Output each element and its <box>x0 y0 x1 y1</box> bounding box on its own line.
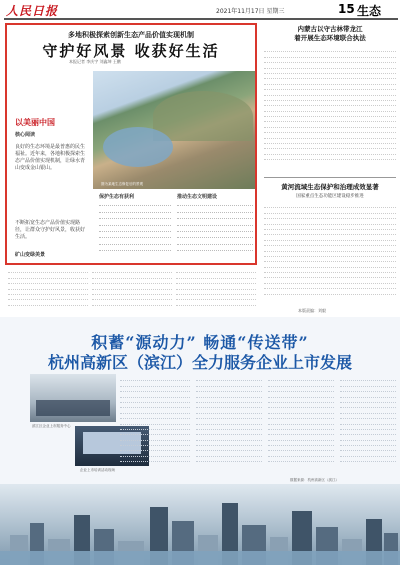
sidebar-lead: 良好的生态环境是最普惠的民生福祉。近年来，各地积极探索生态产品价值实现机制，让绿水青山变成金山银山。 <box>15 144 86 171</box>
section-heading: 推动生态文明建设 <box>177 194 218 200</box>
ad-headline-2[interactable]: 杭州高新区（滨江）全力服务企业上市发展 <box>47 353 352 372</box>
newspaper-logo: 人民日报 <box>6 4 59 18</box>
page-label <box>338 2 398 17</box>
article-subheadline: 国家重点生态功能区建设稳步推进 <box>296 194 364 199</box>
landscape-photo <box>93 71 255 189</box>
issue-date: 2021年11月17日 星期三 <box>216 8 285 15</box>
article-headline[interactable]: 内蒙古以守古林带龙江 着开展生态环境联合执法 <box>294 25 366 42</box>
feature-headline: 守护好风景 收获好生活 <box>42 42 220 60</box>
body-text-column <box>8 268 88 312</box>
sidebar-heading: 以美丽中国 <box>15 118 55 127</box>
page-credit: 本版责编：刘毅 <box>298 308 326 313</box>
body-text-column <box>177 201 253 261</box>
photo-caption: 图为某地生态修复后的景观 <box>101 182 143 186</box>
masthead <box>0 0 400 20</box>
feature-sidebar <box>15 117 89 172</box>
river <box>0 551 400 565</box>
body-text-column <box>92 268 172 312</box>
ad-text-column <box>340 376 396 476</box>
city-skyline-photo <box>0 484 400 565</box>
body-text-column <box>99 201 171 261</box>
section-heading: 矿山变绿美景 <box>15 252 46 258</box>
sidebar-lead-2: 不断拓宽生态产品价值实现路径，让群众守护好风景，收获好生活。 <box>15 220 86 240</box>
photo-caption: 企业上市培训活动现场 <box>80 468 115 472</box>
ad-text-column <box>268 376 334 476</box>
photo-caption: 滨江区企业上市服务中心 <box>32 424 71 428</box>
article-body <box>264 203 396 307</box>
ad-headline[interactable]: 积蓄“源动力” 畅通“传送带” <box>91 333 309 352</box>
right-column <box>264 23 396 343</box>
ad-footer: 数据来源：杭州高新区（滨江） <box>290 478 339 482</box>
section-heading: 保护生态有获利 <box>99 194 135 200</box>
masthead-rule <box>4 18 398 20</box>
ad-text-column <box>120 376 190 476</box>
feature-article[interactable] <box>5 23 257 265</box>
sidebar-subheading: 核心阅读 <box>15 132 36 138</box>
feature-byline: 本报记者 李庆宇 刘鑫坤 王鹏 <box>69 59 121 64</box>
office-photo <box>30 374 116 422</box>
body-text-column <box>176 268 256 312</box>
ad-text-column <box>196 376 262 476</box>
article-headline[interactable]: 黄河流域生态保护和治理成效显著 <box>281 183 379 191</box>
article-divider <box>264 177 396 178</box>
page-number: 15 <box>338 2 355 16</box>
feature-kicker: 多地积极探索创新生态产品价值实现机制 <box>68 31 194 39</box>
article-body <box>264 47 396 175</box>
section-name: 生态 <box>357 4 382 18</box>
